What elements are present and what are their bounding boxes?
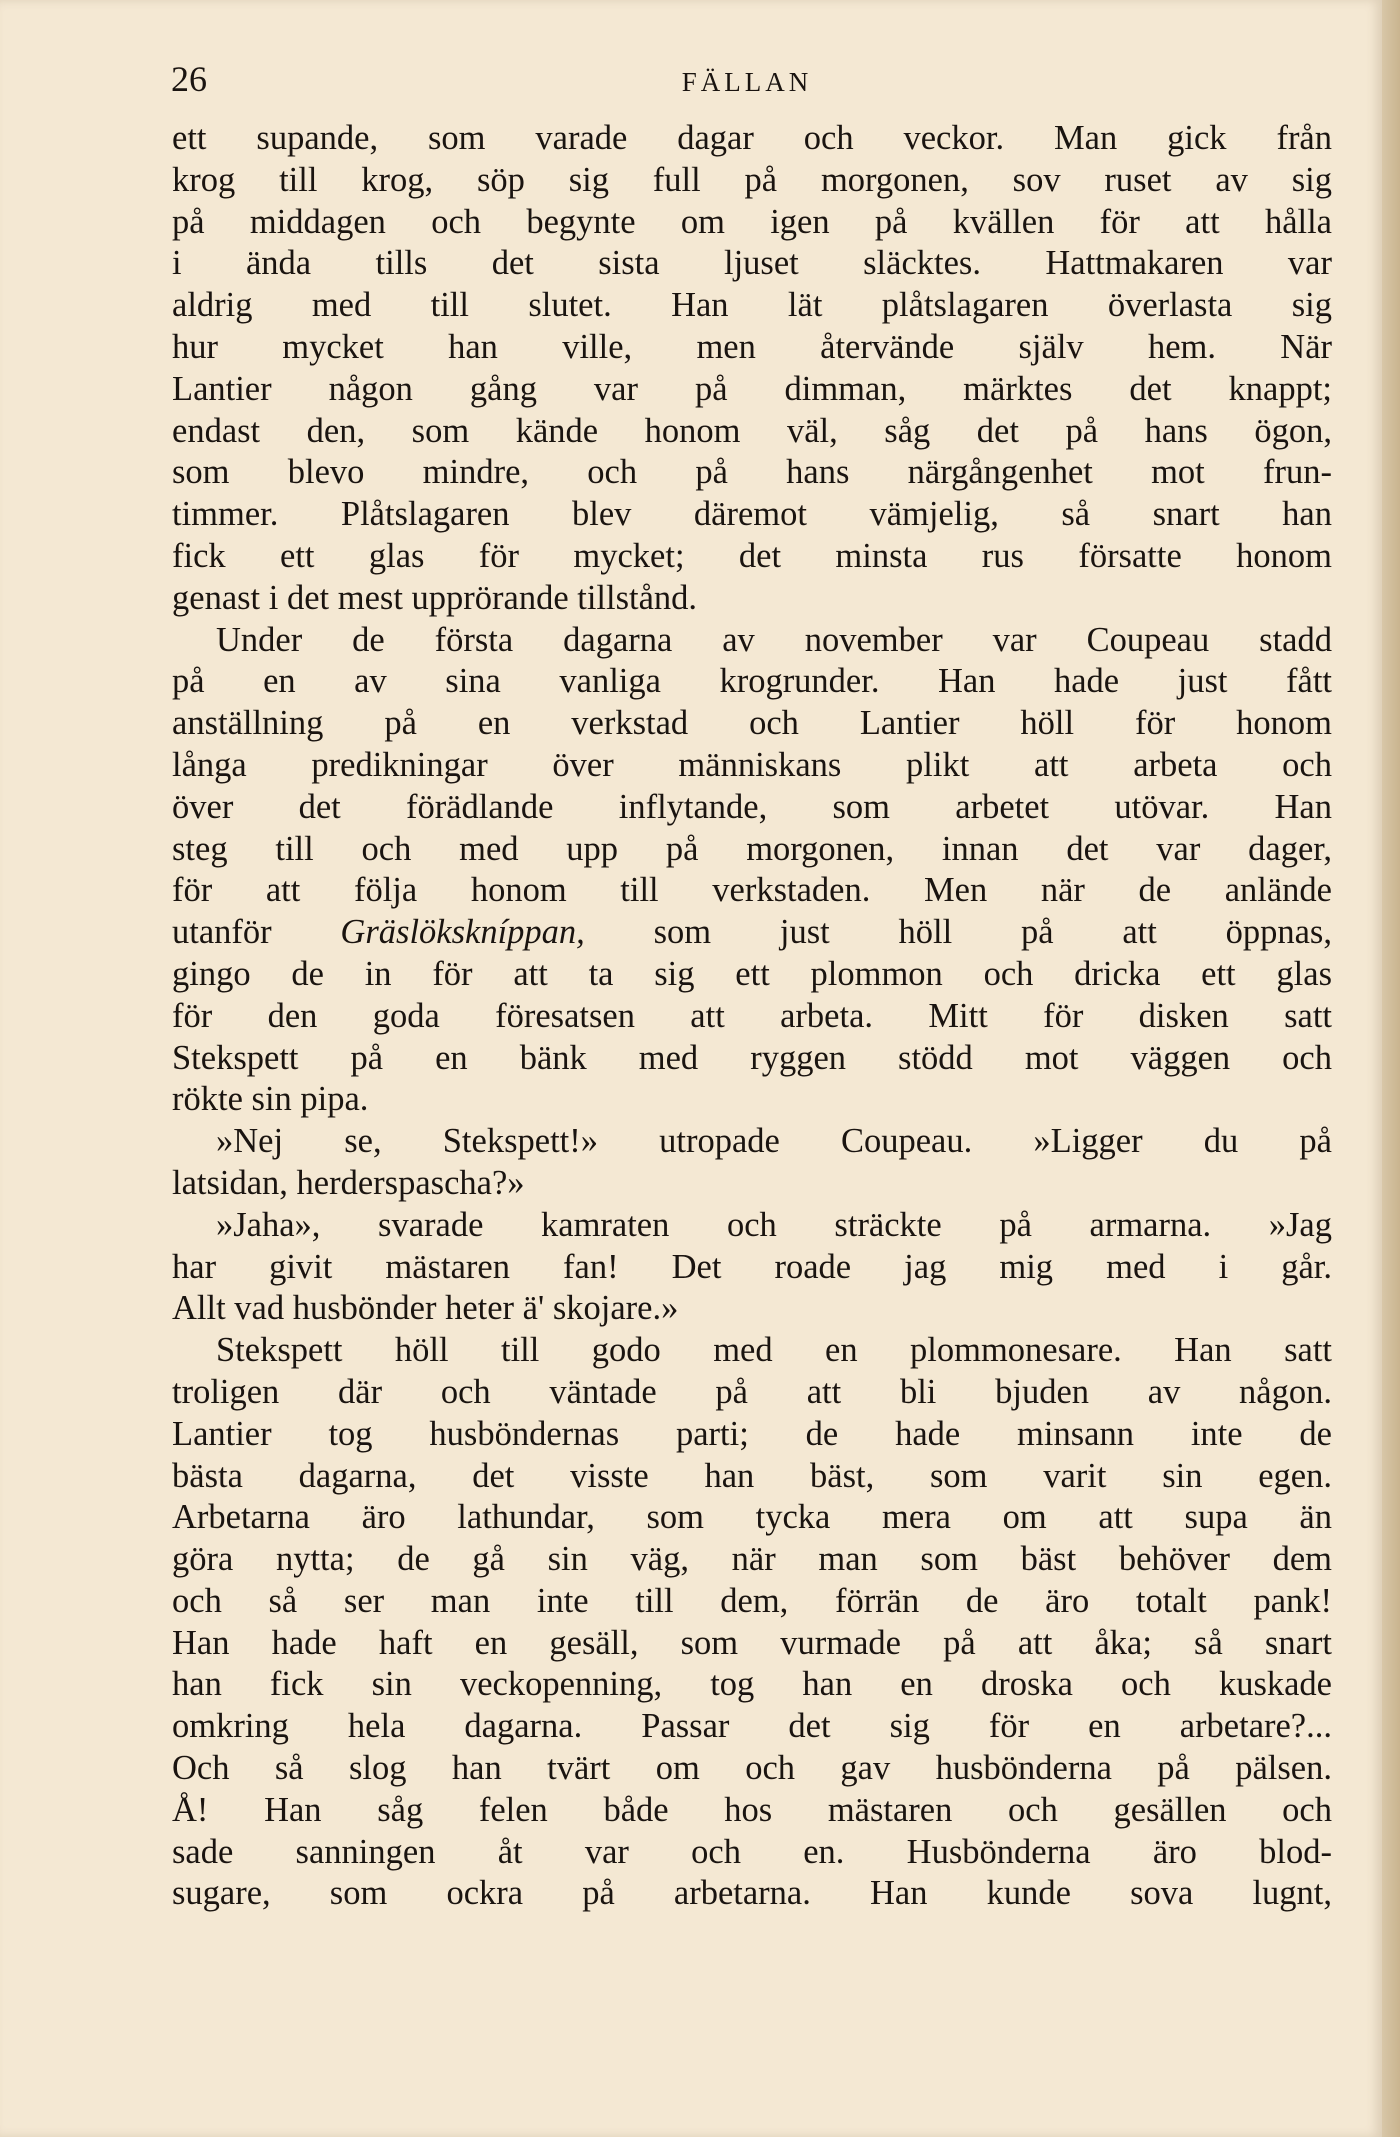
text-line: troligen där och väntade på att bli bjuden av någon.	[172, 1372, 1332, 1411]
italic-place-name: Gräslökskníppan,	[340, 913, 585, 952]
text-line: timmer. Plåtslagaren blev däremot vämjelig, så snart han	[172, 495, 1332, 534]
text-line: på en av sina vanliga krogrunder. Han hade just fått	[172, 662, 1332, 701]
text-line: sugare, som ockra på arbetarna. Han kunde sova lugnt,	[172, 1874, 1332, 1913]
text-line: Lantier tog husböndernas parti; de hade minsann inte de	[172, 1414, 1332, 1453]
running-head: FÄLLAN	[681, 67, 813, 97]
text-line: Lantier någon gång var på dimman, märktes det knappt;	[172, 369, 1332, 408]
text-line: latsidan, herderspascha?»	[172, 1163, 525, 1202]
text-line: Stekspett på en bänk med ryggen stödd mot väggen och	[172, 1038, 1332, 1077]
text-line: Arbetarna äro lathundar, som tycka mera om att supa än	[172, 1498, 1332, 1537]
text-line: steg till och med upp på morgonen, innan det var dager,	[172, 829, 1332, 868]
text-line: Under de första dagarna av november var Coupeau stadd	[216, 620, 1332, 659]
body-text	[172, 118, 1332, 1915]
text-line: som blevo mindre, och på hans närgångenhet mot frun-	[172, 453, 1332, 492]
text-line: gingo de in för att ta sig ett plommon och dricka ett glas	[172, 954, 1332, 993]
page-edge	[1382, 0, 1400, 2137]
text-line: Å! Han såg felen både hos mästaren och gesällen och	[172, 1790, 1332, 1829]
page-header	[163, 56, 1331, 102]
text-line: ett supande, som varade dagar och veckor. Man gick från	[172, 119, 1332, 157]
text-segment: utanför	[172, 913, 341, 952]
text-line: Han hade haft en gesäll, som vurmade på att åka; så snart	[172, 1623, 1332, 1662]
text-line: har givit mästaren fan! Det roade jag mig med i går.	[172, 1247, 1332, 1286]
text-line: Stekspett höll till godo med en plommonesare. Han satt	[216, 1331, 1332, 1370]
text-line: göra nytta; de gå sin väg, när man som bäst behöver dem	[172, 1540, 1332, 1579]
text-line: på middagen och begynte om igen på kvällen för att hålla	[172, 202, 1332, 241]
text-line: Och så slog han tvärt om och gav husbönderna på pälsen.	[172, 1749, 1332, 1788]
text-segment: som just höll på att öppnas,	[584, 913, 1332, 952]
text-line: sade sanningen åt var och en. Husbönderna äro blod-	[172, 1832, 1332, 1871]
text-line: endast den, som kände honom väl, såg det på hans ögon,	[172, 411, 1332, 450]
text-line: och så ser man inte till dem, förrän de äro totalt pank!	[172, 1581, 1332, 1620]
text-line: över det förädlande inflytande, som arbetet utövar. Han	[172, 787, 1332, 826]
text-line: för att följa honom till verkstaden. Men när de anlände	[172, 871, 1332, 910]
text-line: Allt vad husbönder heter ä' skojare.»	[172, 1289, 679, 1328]
text-line: bästa dagarna, det visste han bäst, som varit sin egen.	[172, 1456, 1332, 1495]
text-line: hur mycket han ville, men återvände själv hem. När	[172, 327, 1332, 366]
text-line: »Jaha», svarade kamraten och sträckte på armarna. »Jag	[216, 1205, 1332, 1244]
text-line: han fick sin veckopenning, tog han en droska och kuskade	[172, 1665, 1332, 1704]
text-line: anställning på en verkstad och Lantier höll för honom	[172, 704, 1332, 743]
text-line: krog till krog, söp sig full på morgonen, sov ruset av sig	[172, 160, 1332, 199]
text-line: rökte sin pipa.	[172, 1080, 369, 1119]
text-line: för den goda föresatsen att arbeta. Mitt för disken satt	[172, 996, 1332, 1035]
text-line: aldrig med till slutet. Han lät plåtslagaren överlasta sig	[172, 286, 1332, 325]
text-line: genast i det mest upprörande tillstånd.	[172, 578, 698, 617]
text-line: omkring hela dagarna. Passar det sig för en arbetare?...	[172, 1707, 1332, 1746]
text-line: i ända tills det sista ljuset släcktes. Hattmakaren var	[172, 244, 1332, 283]
text-line: fick ett glas för mycket; det minsta rus försatte honom	[172, 536, 1332, 575]
text-line-with-italic	[172, 912, 1332, 954]
page-number: 26	[171, 59, 207, 99]
text-line: långa predikningar över människans plikt att arbeta och	[172, 745, 1332, 784]
text-line: »Nej se, Stekspett!» utropade Coupeau. »Ligger du på	[216, 1122, 1332, 1161]
